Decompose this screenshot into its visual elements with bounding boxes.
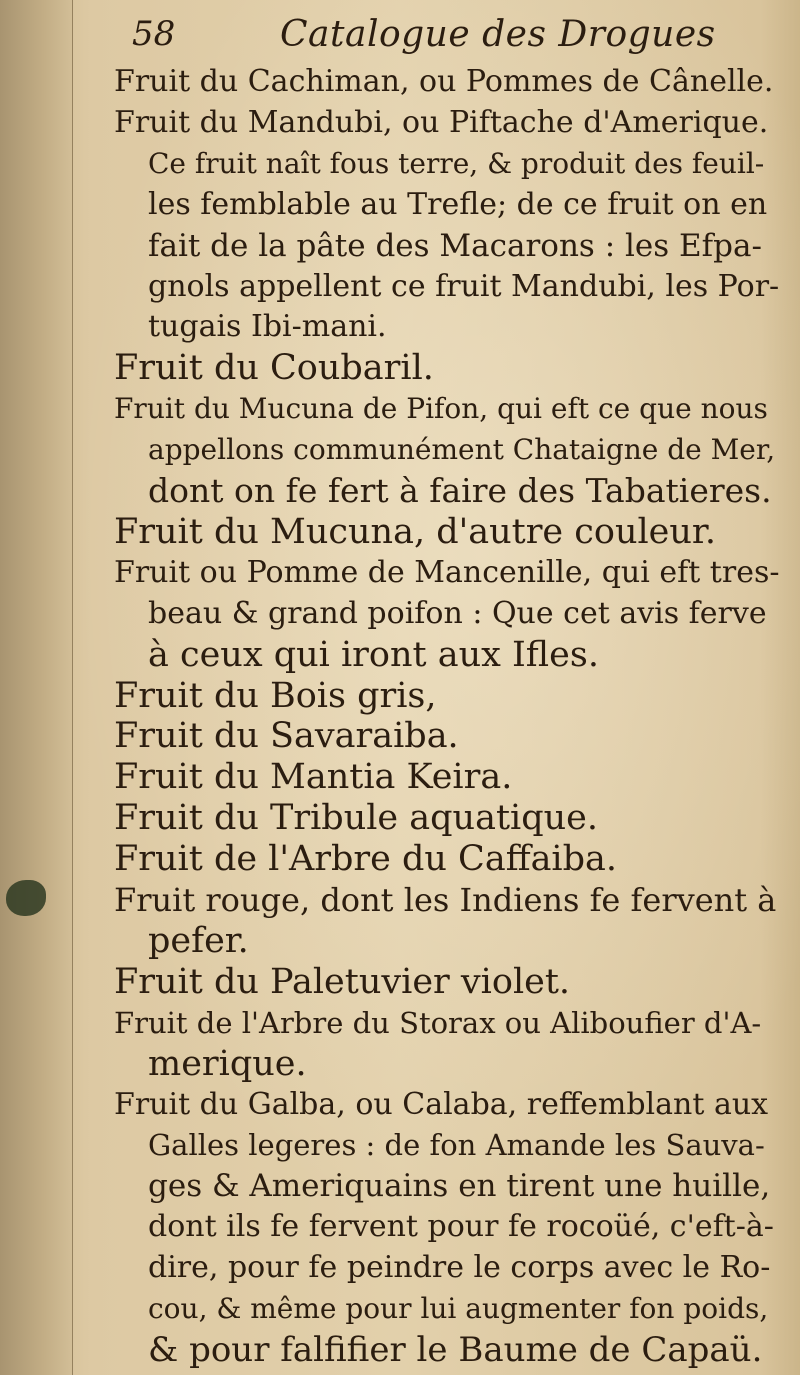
running-title: Catalogue des Drogues <box>280 14 716 55</box>
text-line: Fruit du Bois gris, <box>114 676 437 716</box>
ink-stain <box>6 880 46 916</box>
text-line: Fruit ou Pomme de Mancenille, qui eft tres- <box>114 555 780 590</box>
text-line: cou, & même pour lui augmenter fon poids, <box>148 1292 769 1325</box>
text-line: à ceux qui iront aux Ifles. <box>148 635 599 675</box>
text-line: Galles legeres : de fon Amande les Sauva- <box>148 1128 765 1162</box>
text-line: appellons communément Chataigne de Mer, <box>148 433 776 466</box>
text-line: Fruit du Mandubi, ou Piftache d'Amerique. <box>114 105 769 140</box>
text-line: merique. <box>148 1044 307 1084</box>
text-line: gnols appellent ce fruit Mandubi, les Por- <box>148 269 780 304</box>
page-number: 58 <box>132 14 176 54</box>
text-line: beau & grand poifon : Que cet avis ferve <box>148 596 767 631</box>
text-line: Fruit du Mantia Keira. <box>114 757 513 797</box>
text-line: pefer. <box>148 921 249 961</box>
text-line: dont on fe fert à faire des Tabatieres. <box>148 471 772 510</box>
text-line: Fruit du Tribule aquatique. <box>114 798 598 838</box>
text-line: les femblable au Trefle; de ce fruit on en <box>148 187 768 222</box>
facing-page-edge <box>0 0 73 1375</box>
text-line: Fruit du Coubaril. <box>114 348 434 388</box>
text-line: tugais Ibi-mani. <box>148 309 387 344</box>
text-line: Fruit du Savaraiba. <box>114 716 459 756</box>
text-line: Fruit du Mucuna de Pifon, qui eft ce que nous <box>114 392 768 425</box>
text-line: Fruit du Cachiman, ou Pommes de Cânelle. <box>114 64 774 99</box>
text-line: dire, pour fe peindre le corps avec le Ro- <box>148 1250 771 1285</box>
text-line: fait de la pâte des Macarons : les Efpa- <box>148 228 762 264</box>
text-line: Fruit rouge, dont les Indiens fe fervent à <box>114 881 777 919</box>
text-line: Fruit du Mucuna, d'autre couleur. <box>114 512 716 552</box>
text-line: & pour falfifier le Baume de Capaü. <box>148 1330 763 1370</box>
text-line: Fruit du Galba, ou Calaba, reffemblant aux <box>114 1087 769 1122</box>
text-line: Fruit de l'Arbre du Caffaiba. <box>114 839 618 879</box>
text-line: Ce fruit naît fous terre, & produit des feuil- <box>148 147 765 180</box>
text-line: Fruit de l'Arbre du Storax ou Aliboufier d'A- <box>114 1006 762 1040</box>
text-line: Fruit du Paletuvier violet. <box>114 962 571 1002</box>
page-header <box>100 14 720 60</box>
text-line: ges & Ameriquains en tirent une huille, <box>148 1168 771 1204</box>
text-line: dont ils fe fervent pour fe rocoüé, c'eft-à- <box>148 1209 774 1244</box>
